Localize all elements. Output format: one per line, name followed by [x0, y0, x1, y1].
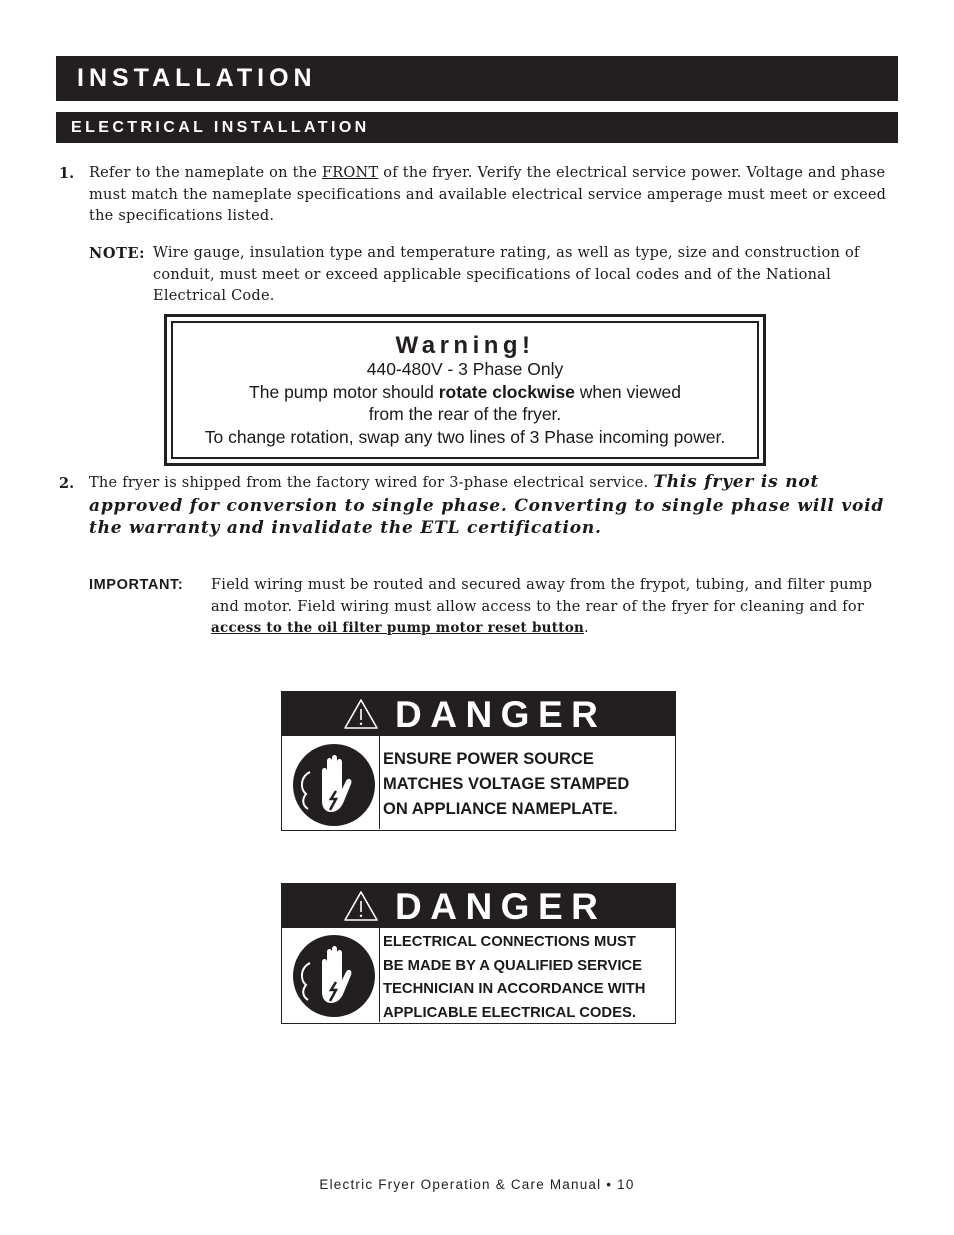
subsection-title: ELECTRICAL INSTALLATION — [56, 112, 898, 143]
danger-1-line-2: MATCHES VOLTAGE STAMPED — [383, 775, 630, 793]
danger-title-2: DANGER — [395, 886, 607, 927]
warning-line-1: 440-480V - 3 Phase Only — [366, 359, 564, 379]
note-text-body: Wire gauge, insulation type and temperature rating, as well as type, size and construction of conduit, must meet or exceed applicable specifications of local codes and of the National Electrical Code. — [153, 245, 860, 304]
step-1-front-underlined: FRONT — [321, 165, 379, 181]
danger-box-1 — [281, 691, 676, 831]
important-text — [211, 575, 891, 640]
warning-line-2-before: The pump motor should — [249, 381, 439, 402]
danger-1-line-1: ENSURE POWER SOURCE — [383, 750, 594, 768]
step-1-text — [89, 163, 889, 228]
danger-2-line-4: APPLICABLE ELECTRICAL CODES. — [383, 1004, 636, 1021]
warning-line-2 — [173, 381, 757, 404]
danger-2-line-2: BE MADE BY A QUALIFIED SERVICE — [383, 957, 642, 974]
danger-body-2 — [282, 928, 675, 1022]
step-2-text-italic: This fryer is not approved for conversion to single phase. Converting to single phase will void the warranty and invalidate the ETL certification. — [89, 472, 885, 538]
warning-box-inner — [171, 321, 759, 459]
step-1-text-before: Refer to the nameplate on the — [89, 165, 322, 181]
important-text-end: . — [584, 620, 589, 636]
danger-box-2 — [281, 883, 676, 1024]
note-label: NOTE: — [89, 245, 146, 262]
step-2-text — [89, 471, 889, 540]
important-label: IMPORTANT: — [89, 577, 184, 593]
step-2-text-plain: The fryer is shipped from the factory wired for 3-phase electrical service. — [89, 475, 654, 491]
warning-line-2-bold: rotate clockwise — [438, 381, 575, 402]
step-2-number: 2. — [59, 475, 75, 492]
section-title: INSTALLATION — [56, 56, 898, 101]
page-footer: Electric Fryer Operation & Care Manual • 10 — [319, 1177, 635, 1192]
danger-2-line-3: TECHNICIAN IN ACCORDANCE WITH — [383, 981, 646, 997]
step-1-text-after: of the fryer. Verify the electrical service power. Voltage and phase must match the nameplate specifications and available electrical service amperage must meet or exceed the specifications listed. — [89, 165, 887, 224]
important-text-body: Field wiring must be routed and secured away from the frypot, tubing, and filter pump and motor. Field wiring must allow access to the rear of the fryer for cleaning and for — [211, 577, 873, 615]
note-text — [153, 243, 869, 308]
danger-2-line-1: ELECTRICAL CONNECTIONS MUST — [383, 934, 636, 950]
electric-shock-hand-icon — [286, 930, 376, 1020]
warning-box — [164, 314, 766, 466]
danger-text-2 — [383, 931, 671, 1025]
danger-icon-cell-2 — [282, 928, 380, 1022]
danger-icon-cell-1 — [282, 736, 380, 829]
warning-line-2-after: when viewed — [574, 381, 681, 402]
danger-title-1: DANGER — [395, 694, 607, 735]
warning-line-4: To change rotation, swap any two lines of 3 Phase incoming power. — [204, 426, 726, 447]
warning-triangle-icon — [343, 698, 379, 730]
danger-header-2 — [282, 884, 675, 928]
danger-1-line-3: ON APPLIANCE NAMEPLATE. — [383, 800, 618, 818]
warning-line-3: from the rear of the fryer. — [368, 404, 562, 424]
important-text-underlined: access to the oil filter pump motor reset button — [211, 620, 585, 636]
warning-title: Warning! — [395, 332, 535, 359]
danger-body-1 — [282, 736, 675, 829]
danger-header-1 — [282, 692, 675, 736]
danger-text-1 — [383, 747, 671, 822]
warning-triangle-icon — [343, 890, 379, 922]
step-1-number: 1. — [59, 165, 75, 182]
electric-shock-hand-icon — [286, 739, 376, 829]
